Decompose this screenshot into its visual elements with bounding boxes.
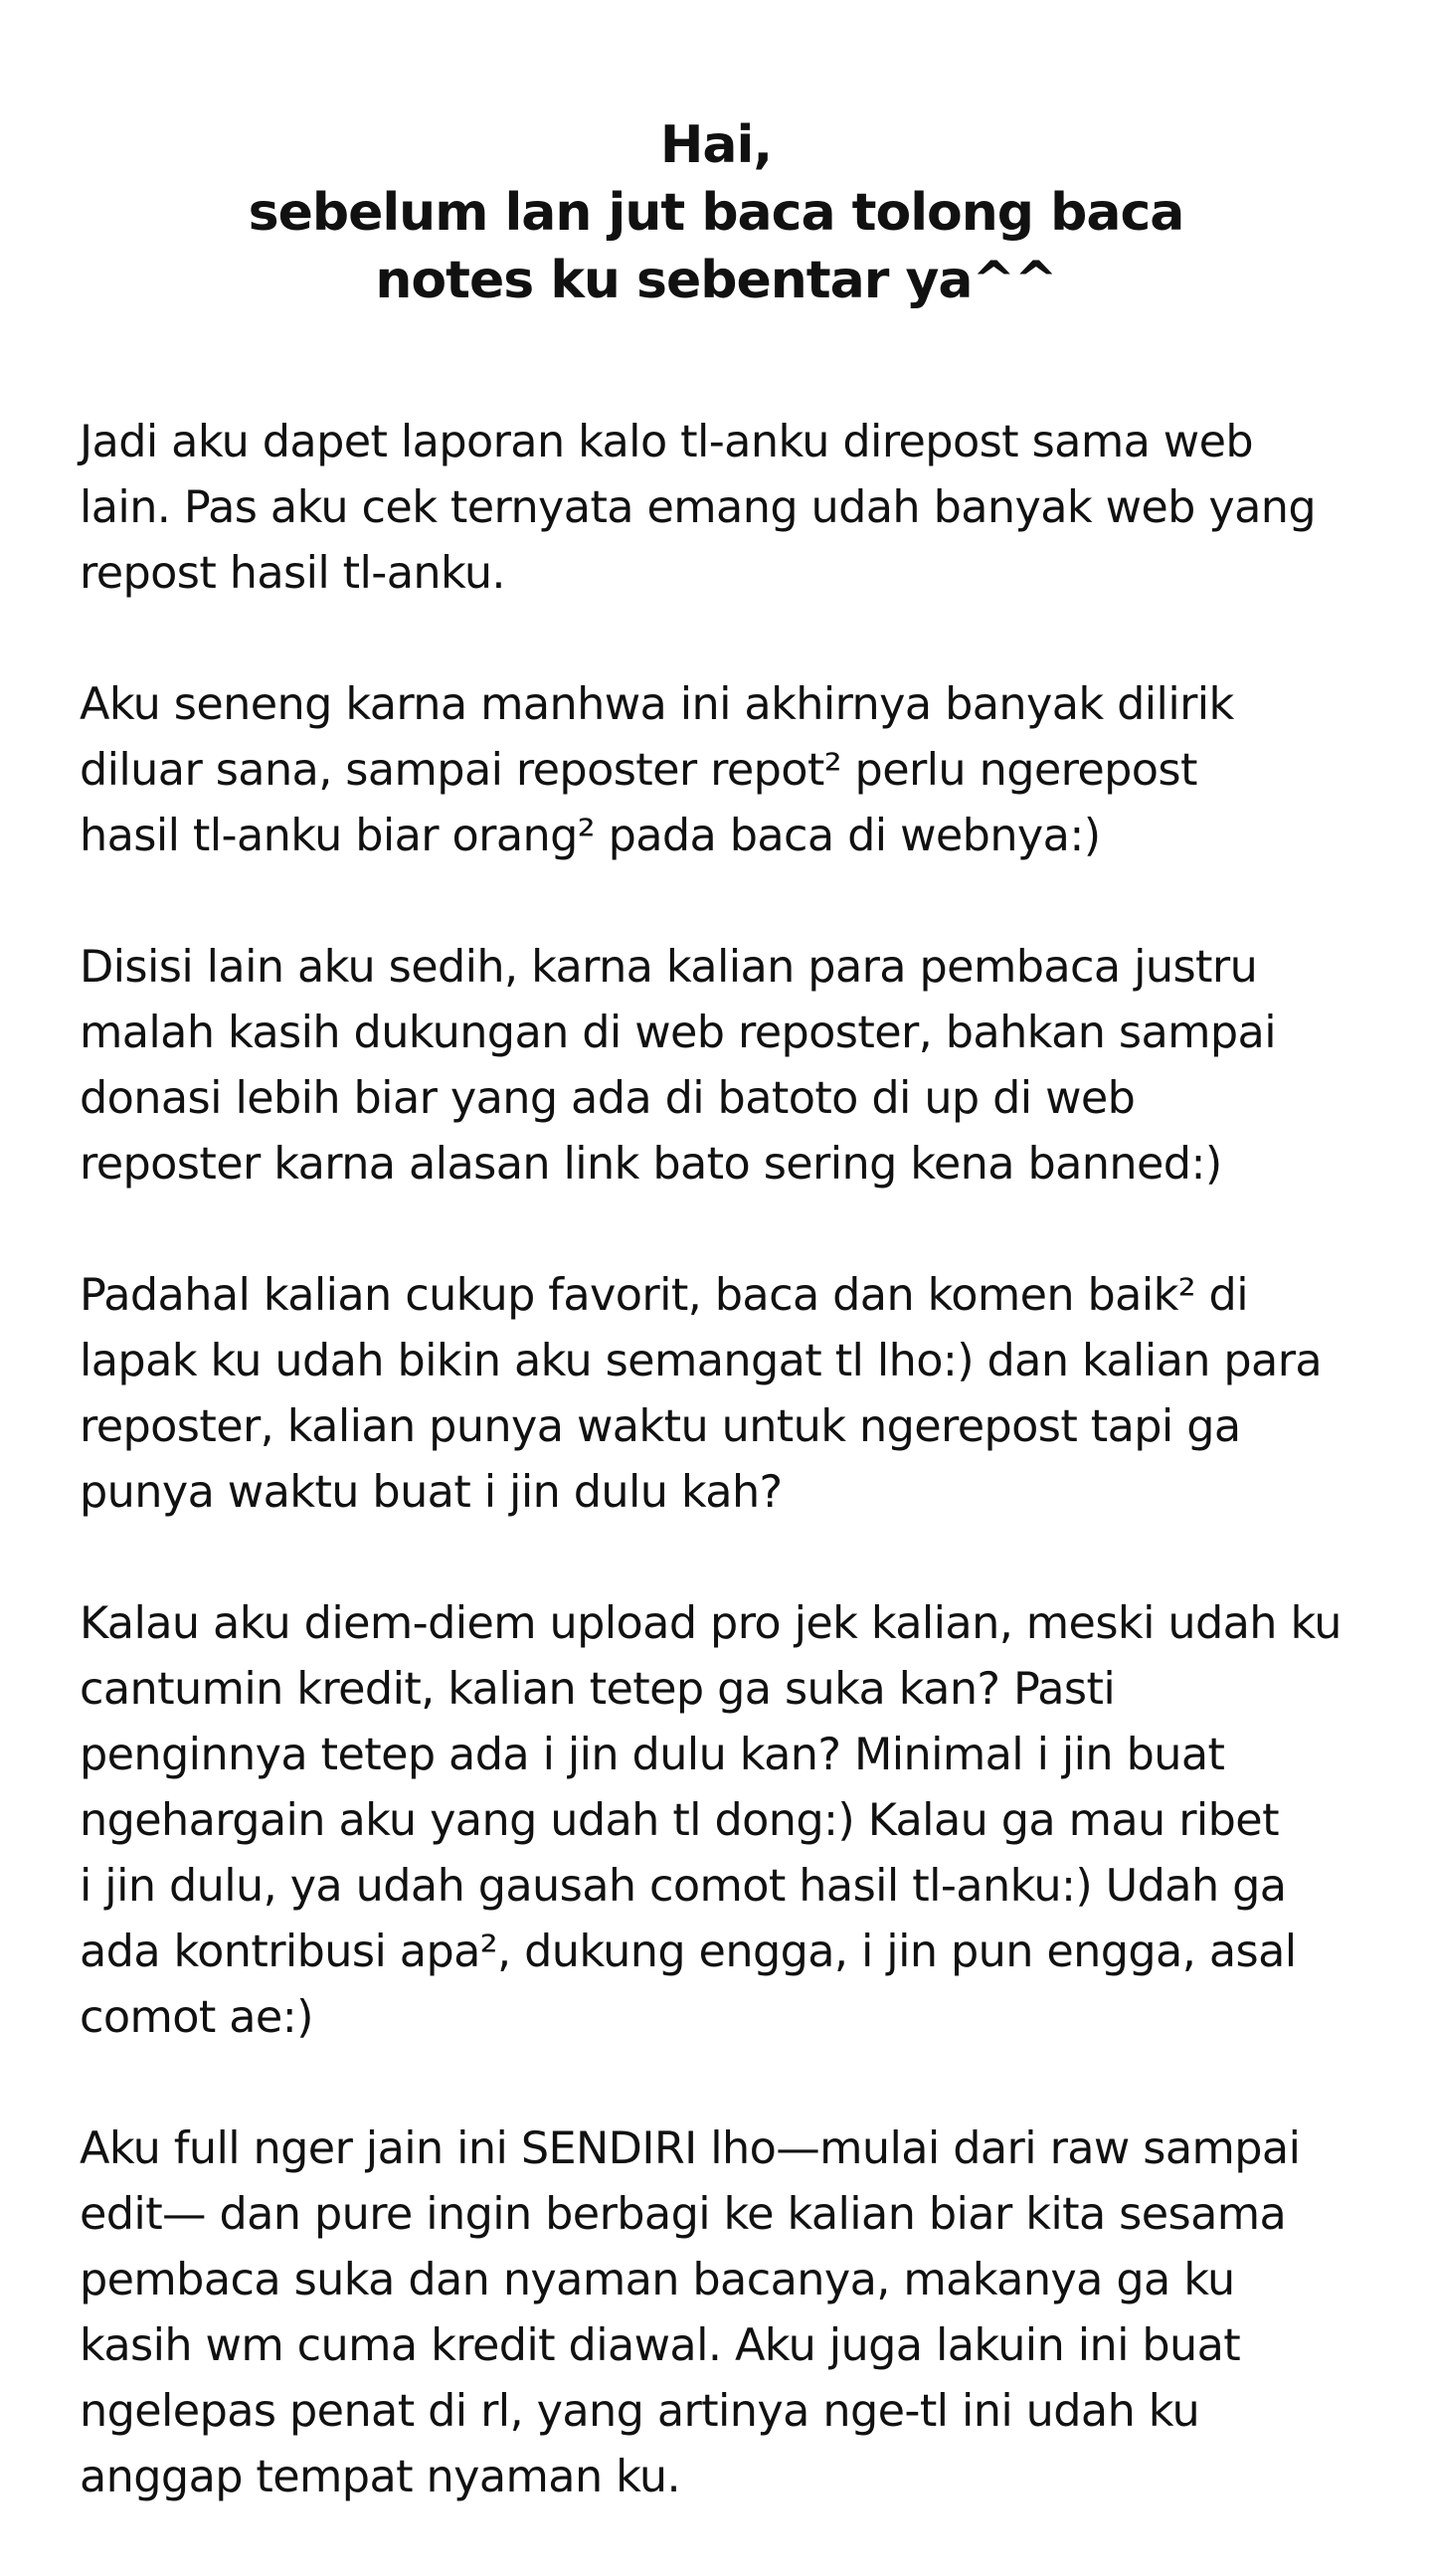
- paragraph-line: Kalau aku diem-diem upload pro jek kalian, meski udah ku: [80, 1598, 1342, 1649]
- paragraph-line: ngehargain aku yang udah tl dong:) Kalau ga mau ribet: [80, 1795, 1279, 1846]
- paragraph-line: lain. Pas aku cek ternyata emang udah banyak web yang: [80, 482, 1317, 533]
- paragraph-2: [80, 672, 1382, 869]
- notes-body: [80, 410, 1382, 2576]
- paragraph-line: i jin dulu, ya udah gausah comot hasil tl-anku:) Udah ga: [80, 1861, 1287, 1912]
- paragraph-line: punya waktu buat i jin dulu kah?: [80, 1467, 783, 1518]
- paragraph-line: kasih wm cuma kredit diawal. Aku juga lakuin ini buat: [80, 2320, 1241, 2371]
- paragraph-line: ada kontribusi apa², dukung engga, i jin pun engga, asal: [80, 1927, 1297, 1977]
- title-line-3: notes ku sebentar ya^^: [375, 251, 1057, 310]
- paragraph-line: Jadi aku dapet laporan kalo tl-anku direpost sama web: [80, 417, 1253, 467]
- paragraph-line: hasil tl-anku biar orang² pada baca di webnya:): [80, 811, 1101, 861]
- paragraph-line: reposter, kalian punya waktu untuk ngerepost tapi ga: [80, 1401, 1241, 1452]
- title-line-2: sebelum lan jut baca tolong baca: [248, 183, 1184, 243]
- paragraph-line: edit— dan pure ingin berbagi ke kalian biar kita sesama: [80, 2189, 1287, 2240]
- paragraph-line: pembaca suka dan nyaman bacanya, makanya ga ku: [80, 2255, 1235, 2305]
- paragraph-line: Aku full nger jain ini SENDIRI lho—mulai dari raw sampai: [80, 2123, 1301, 2174]
- paragraph-1: [80, 410, 1382, 607]
- paragraph-line: malah kasih dukungan di web reposter, bahkan sampai: [80, 1008, 1276, 1058]
- paragraph-line: lapak ku udah bikin aku semangat tl lho:) dan kalian para: [80, 1336, 1323, 1386]
- paragraph-3: [80, 935, 1382, 1197]
- paragraph-line: donasi lebih biar yang ada di batoto di up di web: [80, 1073, 1136, 1124]
- paragraph-line: repost hasil tl-anku.: [80, 548, 505, 599]
- paragraph-line: reposter karna alasan link bato sering kena banned:): [80, 1139, 1222, 1190]
- page-title: [0, 111, 1432, 314]
- paragraph-6: [80, 2116, 1382, 2510]
- paragraph-line: penginnya tetep ada i jin dulu kan? Minimal i jin buat: [80, 1730, 1225, 1780]
- paragraph-line: Padahal kalian cukup favorit, baca dan komen baik² di: [80, 1270, 1248, 1321]
- paragraph-line: anggap tempat nyaman ku.: [80, 2452, 681, 2502]
- title-line-1: Hai,: [659, 115, 773, 175]
- paragraph-5: [80, 1591, 1382, 2051]
- paragraph-4: [80, 1263, 1382, 1526]
- paragraph-line: diluar sana, sampai reposter repot² perlu ngerepost: [80, 745, 1197, 796]
- paragraph-line: cantumin kredit, kalian tetep ga suka kan? Pasti: [80, 1664, 1116, 1715]
- paragraph-line: Aku seneng karna manhwa ini akhirnya banyak dilirik: [80, 679, 1234, 730]
- paragraph-line: ngelepas penat di rl, yang artinya nge-tl ini udah ku: [80, 2386, 1200, 2437]
- paragraph-line: Disisi lain aku sedih, karna kalian para pembaca justru: [80, 942, 1258, 993]
- paragraph-line: comot ae:): [80, 1992, 313, 2043]
